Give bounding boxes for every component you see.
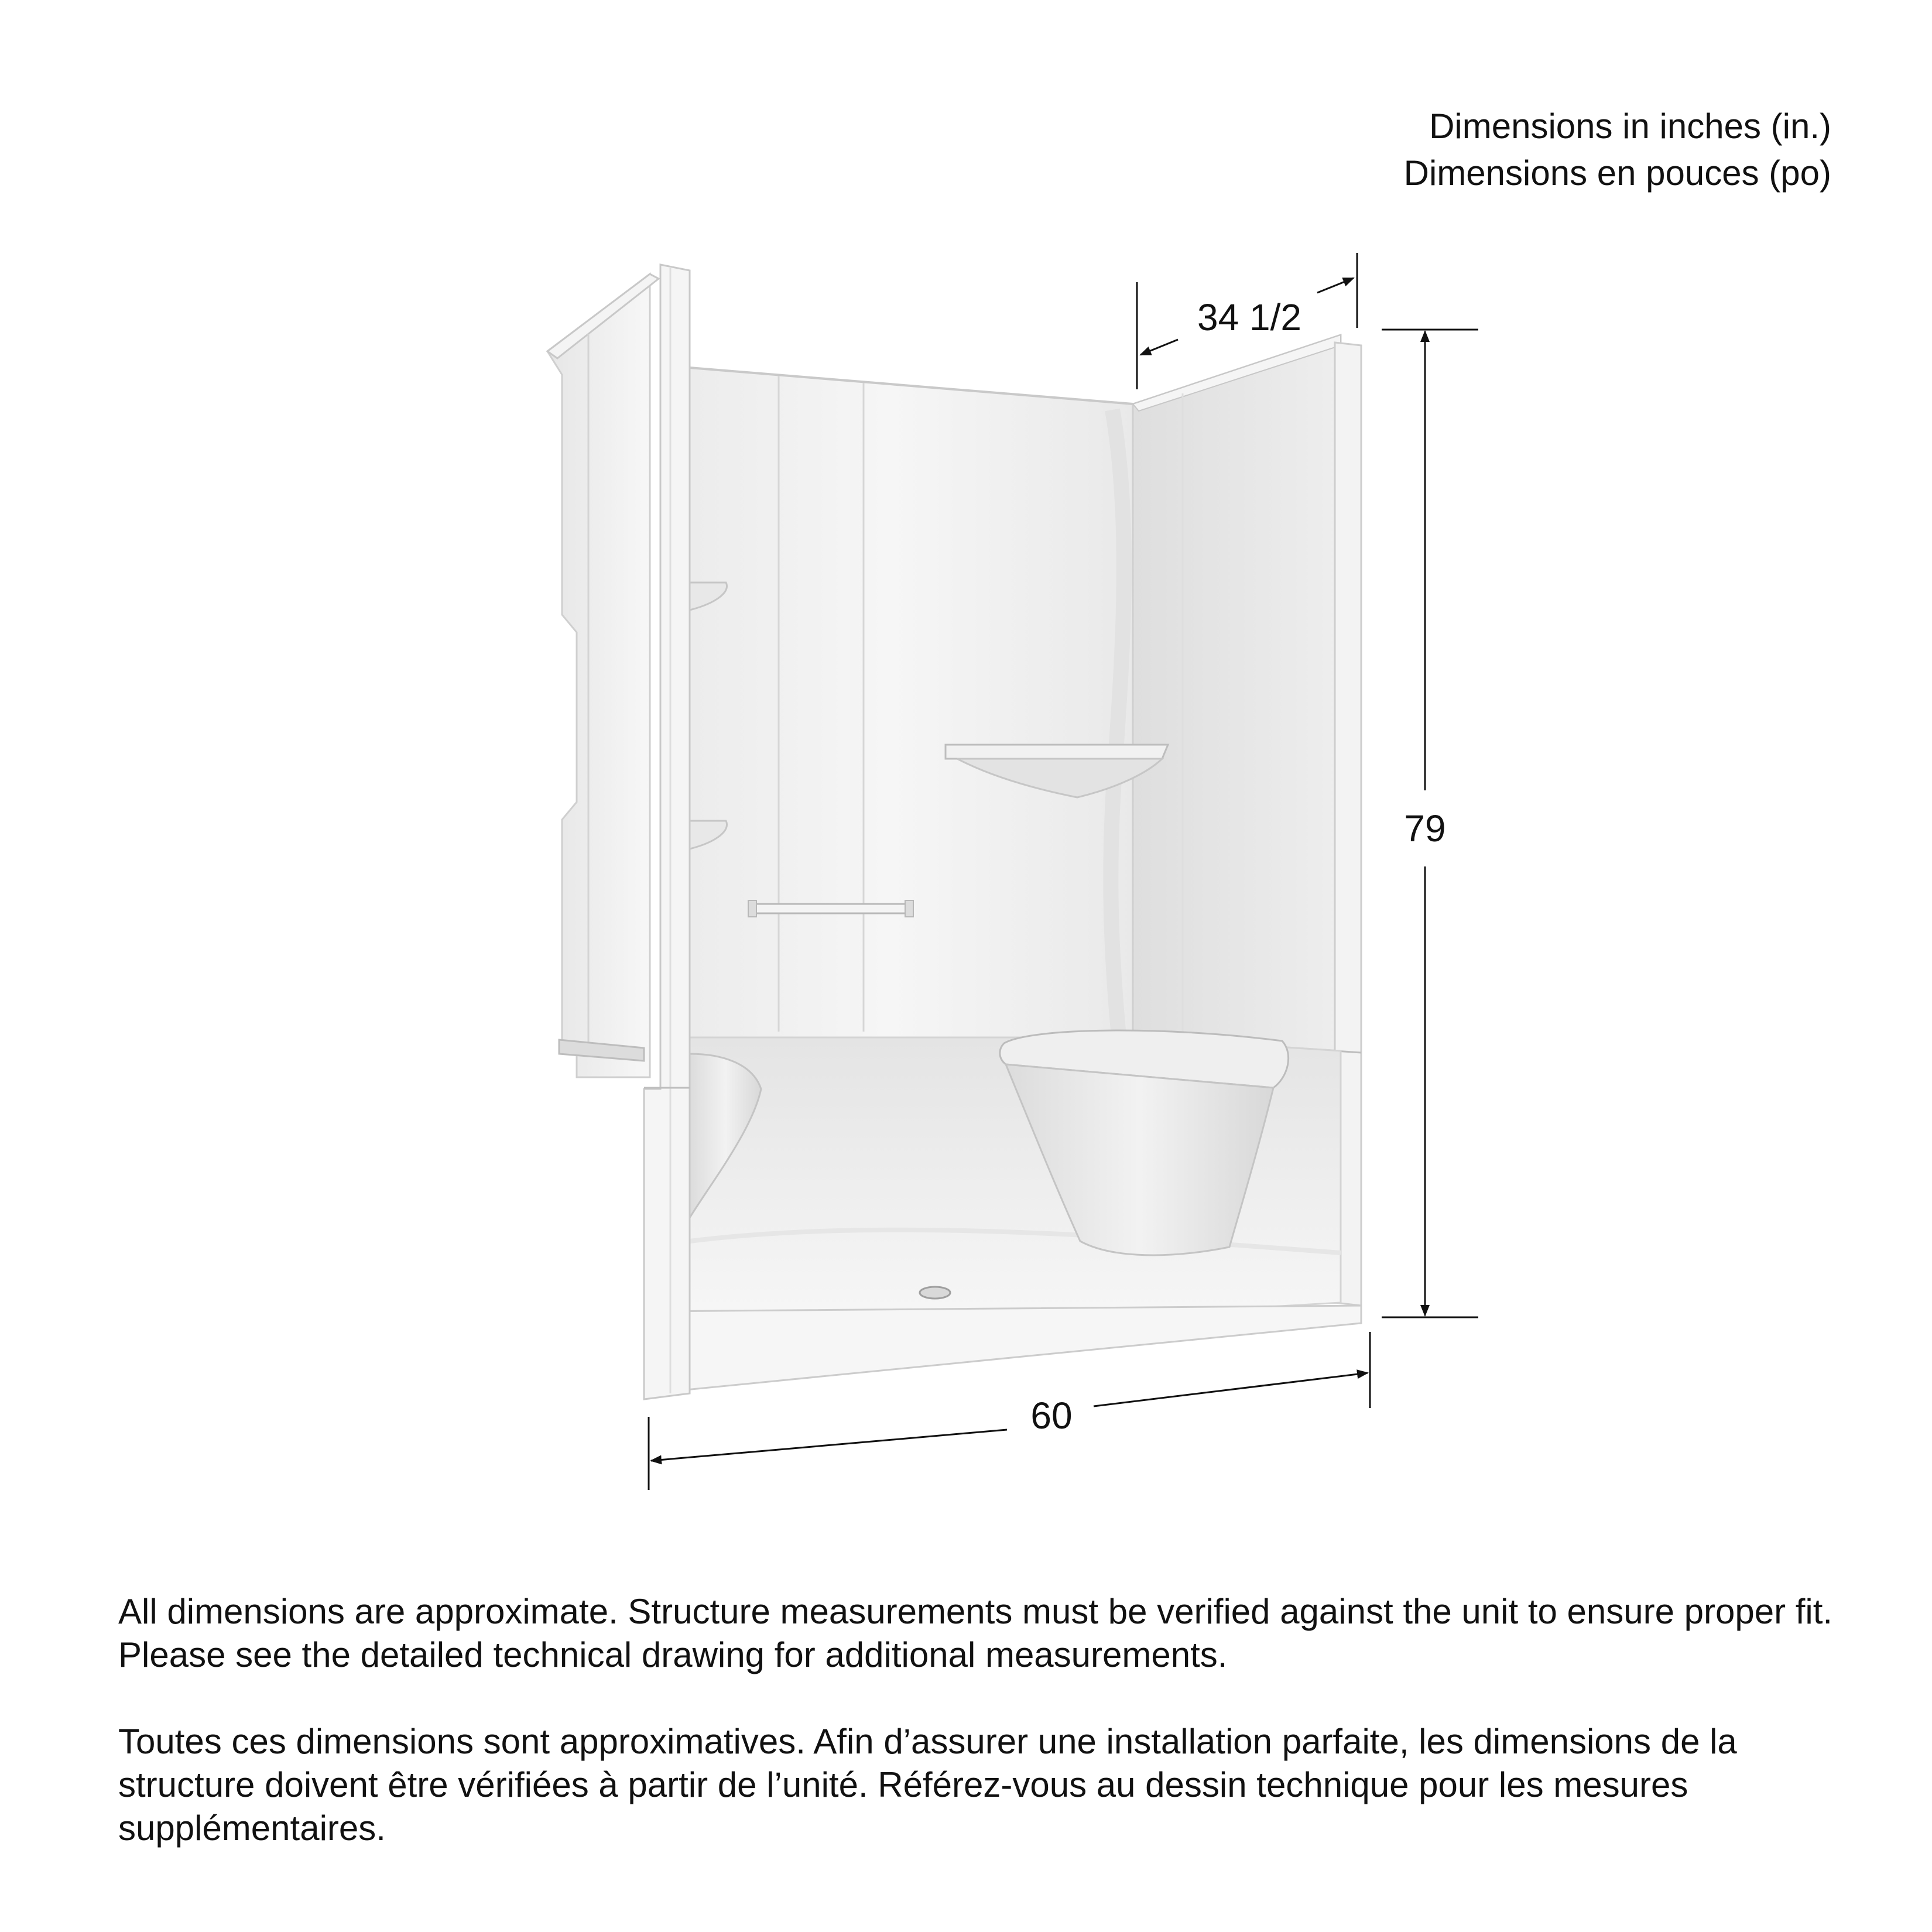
left-side-panel <box>547 274 659 1077</box>
disclaimer-french: Toutes ces dimensions sont approximatives. Afin d’assurer une installation parfaite, les dimensions de la structure doivent être vérifiées à partir de l’unité. Référez-vous au dessin technique pour les mesures supplémentaires. <box>118 1722 1737 1848</box>
height-dimension <box>1382 330 1478 1317</box>
drain <box>920 1287 950 1299</box>
disclaimer-english: All dimensions are approximate. Structure measurements must be verified against the unit to ensure proper fit. Please see the detailed technical drawing for additional measurements. <box>118 1592 1833 1674</box>
height-value: 79 <box>1404 807 1446 849</box>
width-arrow-left <box>651 1430 1007 1461</box>
depth-arrow-right <box>1317 278 1354 293</box>
front-left-post <box>644 265 690 1399</box>
units-french: Dimensions en pouces (po) <box>1403 153 1831 193</box>
units-english: Dimensions in inches (in.) <box>1429 107 1831 146</box>
depth-value: 34 1/2 <box>1197 296 1301 338</box>
disclaimer-notes <box>118 1590 1851 1893</box>
depth-arrow-left <box>1140 340 1178 355</box>
width-arrow-right <box>1094 1373 1368 1406</box>
back-wall <box>690 368 1133 1037</box>
width-value: 60 <box>1030 1395 1073 1437</box>
